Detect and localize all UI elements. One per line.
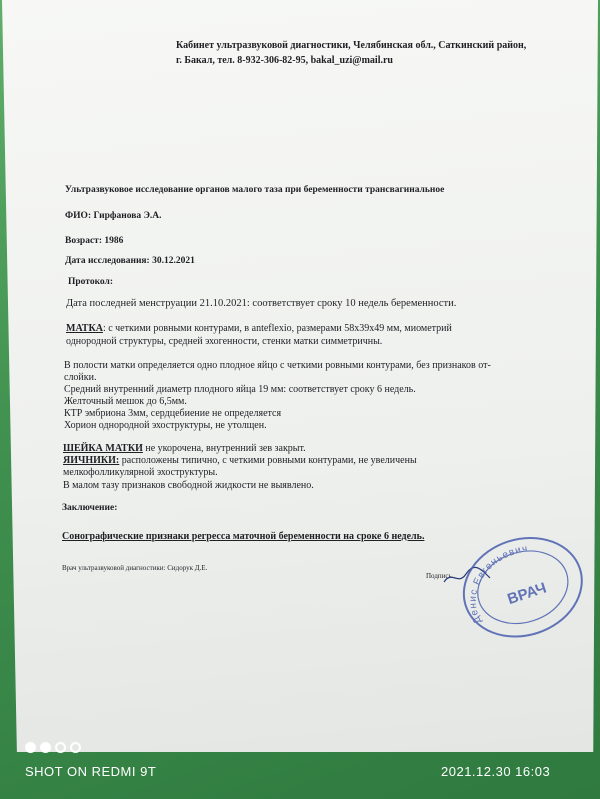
signature-label: Подпись [426, 572, 452, 580]
cavity-line-5: КТР эмбриона 3мм, сердцебиение не определяется [64, 408, 282, 419]
exam-date: Дата исследования: 30.12.2021 [65, 256, 195, 266]
uterus-line-1 [66, 323, 452, 334]
dot-icon [25, 742, 36, 753]
ovaries-text-1: расположены типично, с четкими ровными контурами, не увеличены [119, 455, 417, 466]
cervix-line [63, 443, 306, 454]
uterus-text-1: : с четкими ровными контурами, в anteflexio, размерами 58х39х49 мм, миометрий [102, 323, 452, 334]
cervix-text: не укорочена, внутренний зев закрыт. [142, 443, 306, 454]
ovaries-line-2: мелкофолликулярной эхоструктуры. [63, 467, 218, 478]
patient-name: ФИО: Гирфанова Э.А. [65, 211, 162, 221]
menstruation-line: Дата последней менструации 21.10.2021: соответствует сроку 10 недель беременности. [66, 298, 457, 309]
cavity-line-4: Желточный мешок до 6,5мм. [64, 396, 187, 407]
dot-icon [70, 742, 81, 753]
stamp-name: Денис Евгеньевич [467, 543, 529, 626]
ovaries-line-1 [63, 455, 417, 466]
photo-timestamp: 2021.12.30 16:03 [441, 764, 551, 779]
cavity-line-1: В полости матки определяется одно плодное яйцо с четкими ровными контурами, без признаков от- [64, 360, 491, 371]
dot-icon [55, 742, 66, 753]
dot-icon [40, 742, 51, 753]
stamp-center-text: ВРАЧ [505, 579, 549, 609]
conclusion-text: Сонографические признаки регресса маточной беременности на сроке 6 недель. [62, 531, 425, 542]
camera-watermark: SHOT ON REDMI 9T [25, 764, 157, 779]
protocol-heading: Протокол: [68, 277, 114, 287]
pelvis-line: В малом тазу признаков свободной жидкости не выявлено. [63, 480, 314, 491]
conclusion-heading: Заключение: [62, 503, 118, 513]
doctor-line: Врач ультразвуковой диагностики: Сидорук Д.Е. [62, 564, 208, 572]
ovaries-label: ЯИЧНИКИ: [63, 455, 120, 466]
uterus-label: МАТКА [66, 323, 103, 334]
cervix-label: ШЕЙКА МАТКИ [63, 443, 143, 454]
doctor-stamp [450, 530, 590, 640]
camera-dots [25, 742, 81, 753]
header-line-1: Кабинет ультразвуковой диагностики, Челябинская обл., Саткинский район, [176, 40, 527, 51]
cavity-line-6: Хорион однородной эхоструктуры, не утолщен. [64, 420, 267, 431]
uterus-line-2: однородной структуры, средней эхогенности, стенки матки симметричны. [66, 336, 383, 347]
header-line-2: г. Бакал, тел. 8-932-306-82-95, bakal_uzi@mail.ru [176, 55, 393, 66]
patient-age: Возраст: 1986 [65, 236, 124, 246]
document-title: Ультразвуковое исследование органов малого таза при беременности трансвагинальное [65, 185, 445, 195]
cavity-line-2: слойки. [64, 372, 97, 383]
cavity-line-3: Средний внутренний диаметр плодного яйца 19 мм: соответствует сроку 6 недель. [64, 384, 416, 395]
